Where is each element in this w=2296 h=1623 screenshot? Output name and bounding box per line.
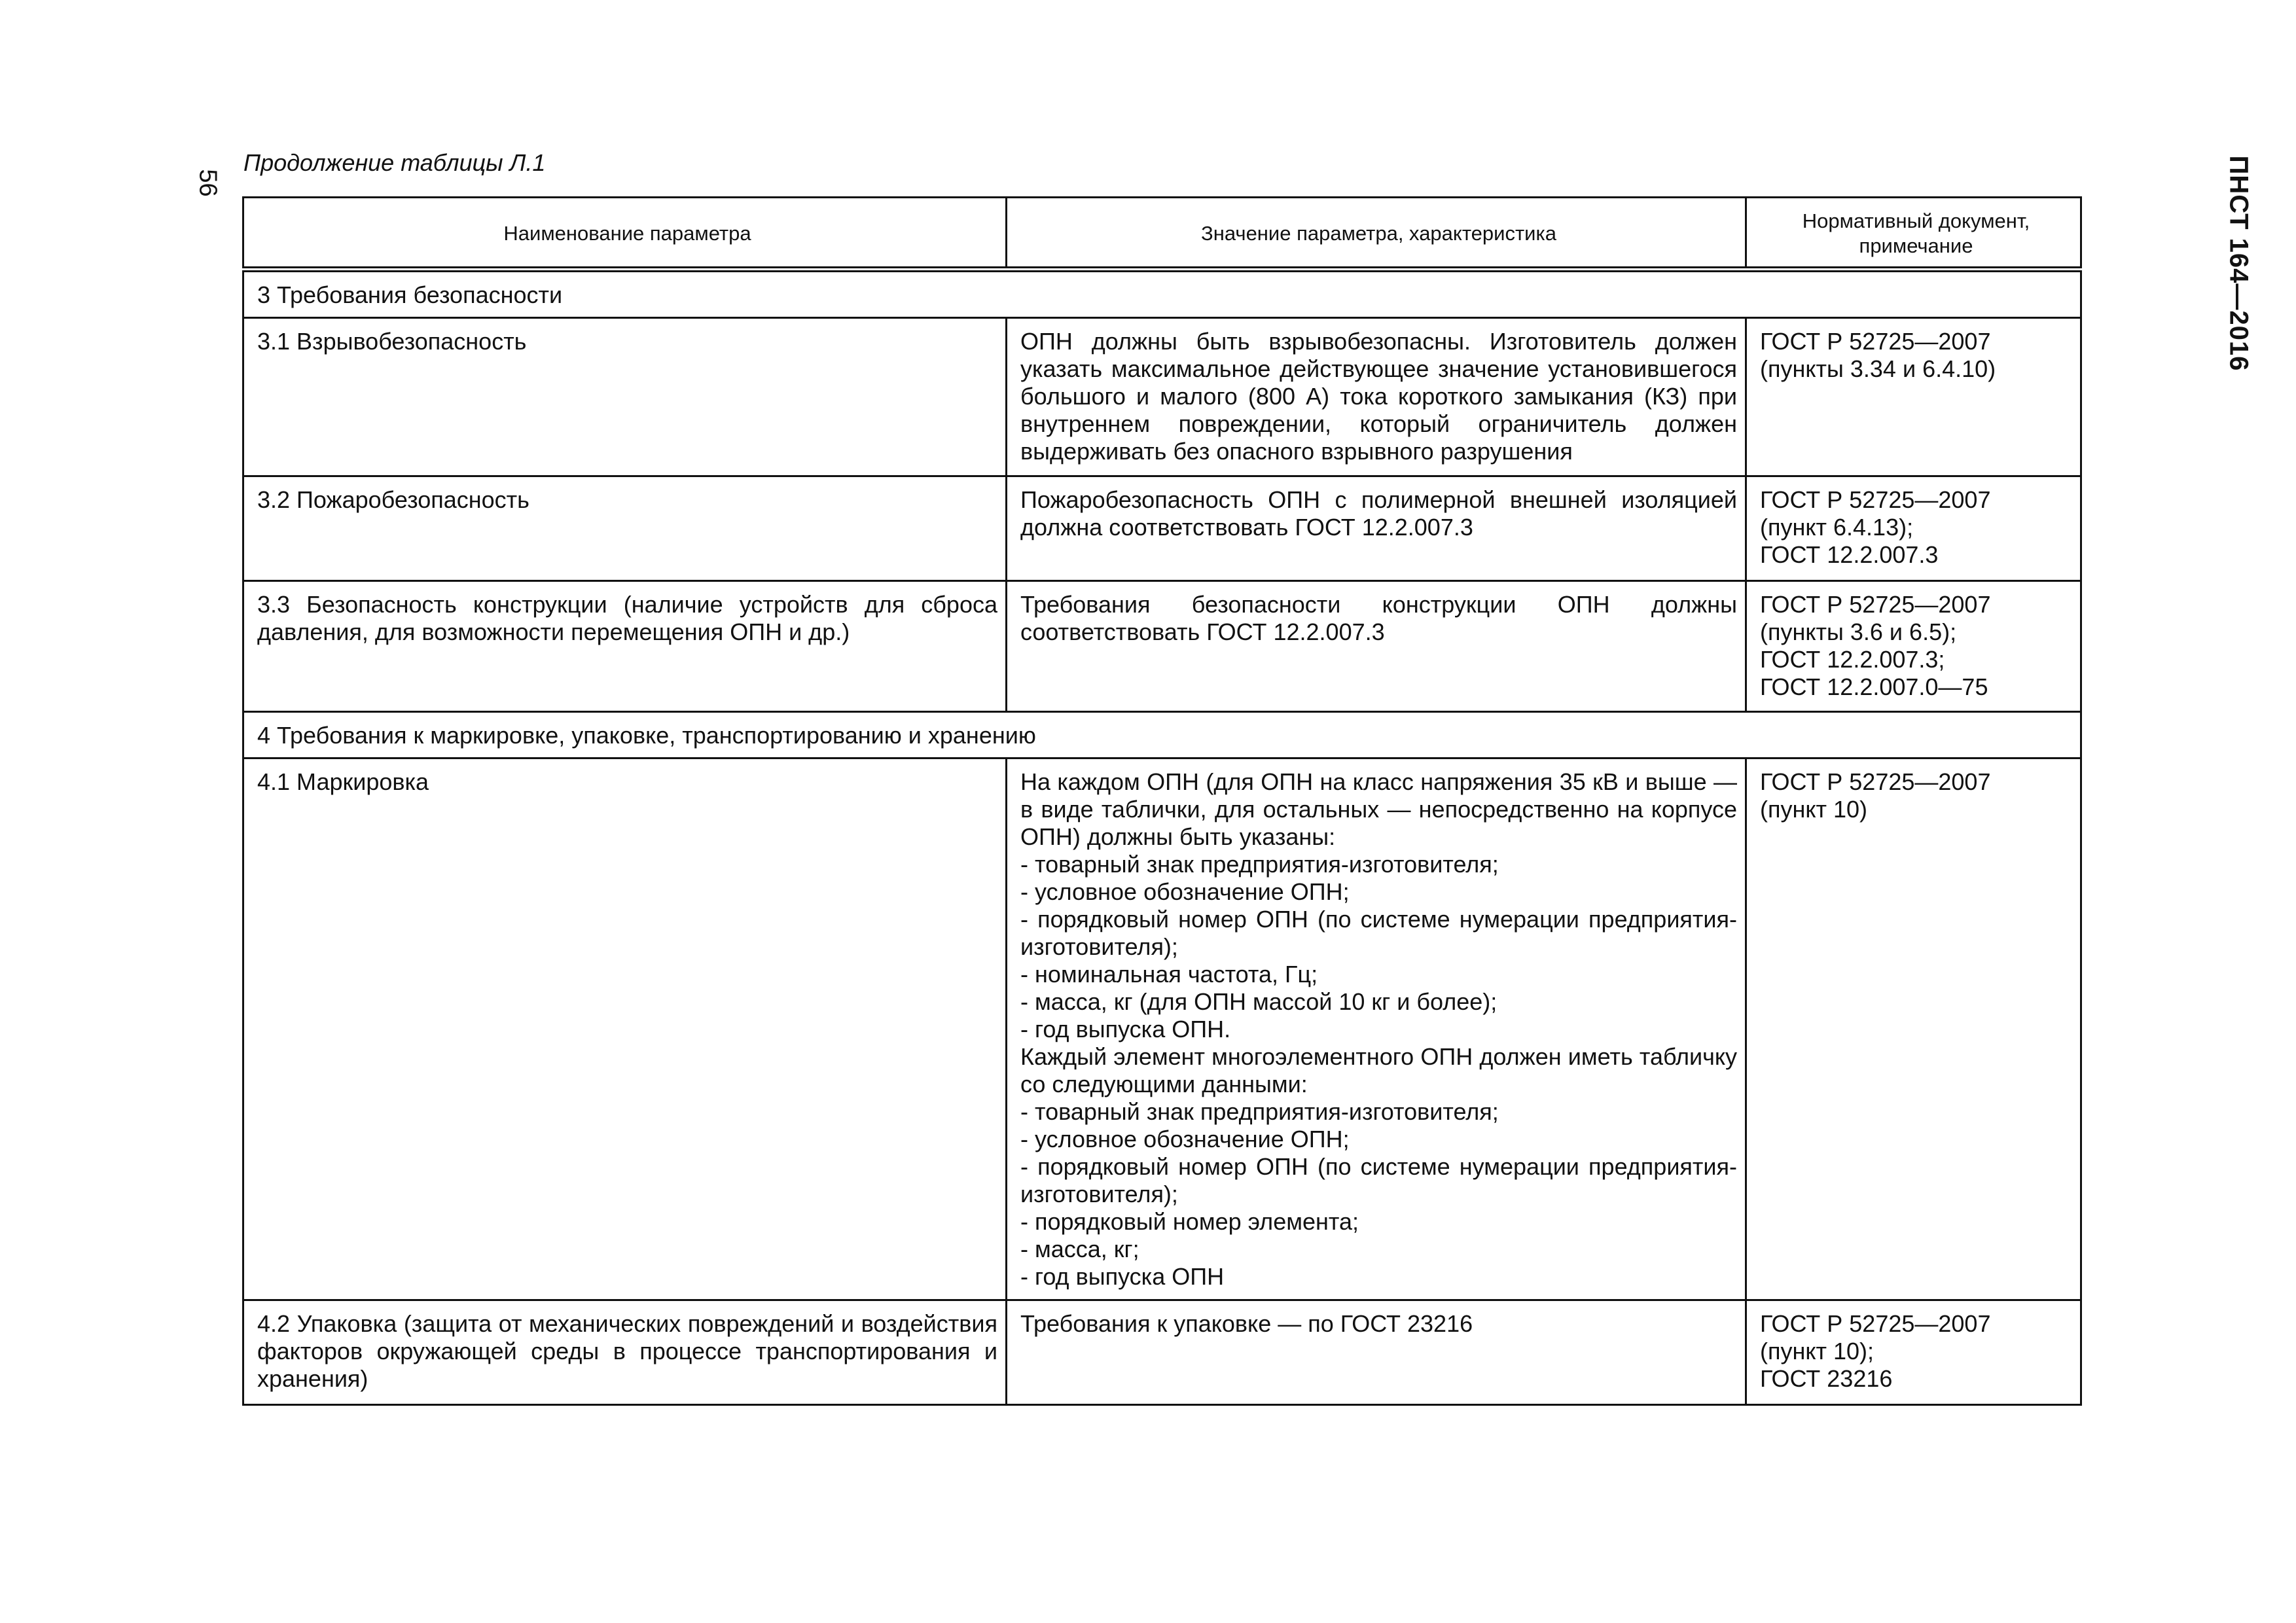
marking-list-item: - порядковый номер ОПН (по системе нумерации предприятия-изготовителя); [1020, 906, 1737, 960]
element-list-item: - порядковый номер ОПН (по системе нумерации предприятия-изготовителя); [1020, 1153, 1737, 1207]
section-title: 3 Требования безопасности [243, 270, 2081, 318]
element-list-item: - условное обозначение ОПН; [1020, 1126, 1350, 1152]
element-list-item: - товарный знак предприятия-изготовителя; [1020, 1098, 1499, 1125]
marking-list-item: - номинальная частота, Гц; [1020, 961, 1318, 988]
marking-list-item: - условное обозначение ОПН; [1020, 878, 1350, 905]
section-row [243, 712, 2081, 758]
reference-cell [1746, 1300, 2081, 1405]
table-row [243, 318, 2081, 476]
table-row [243, 1300, 2081, 1405]
reference-line: ГОСТ Р 52725—2007 [1760, 486, 1991, 513]
reference-line: (пункты 3.6 и 6.5); [1760, 618, 1957, 645]
param-cell: 4.1 Маркировка [243, 758, 1007, 1300]
param-cell: 3.3 Безопасность конструкции (наличие устройств для сброса давления, для возможности перемещения ОПН и др.) [243, 581, 1007, 712]
reference-cell [1746, 476, 2081, 581]
reference-cell [1746, 581, 2081, 712]
element-list-item: - порядковый номер элемента; [1020, 1208, 1359, 1235]
table-header-row [243, 198, 2081, 270]
marking-list-item: - год выпуска ОПН. [1020, 1016, 1231, 1043]
table-row [243, 758, 2081, 1300]
marking-element-intro: Каждый элемент многоэлементного ОПН должен иметь табличку со следующими данными: [1020, 1043, 1737, 1097]
value-cell: ОПН должны быть взрывобезопасны. Изготовитель должен указать максимальное действующее значение установившегося большого и малого (800 А) тока короткого замыкания (КЗ) при внутреннем повреждении, который ограничитель должен выдерживать без опасного взрывного разрушения [1007, 318, 1746, 476]
section-title: 4 Требования к маркировке, упаковке, транспортированию и хранению [243, 712, 2081, 758]
element-list-item: - масса, кг; [1020, 1236, 1139, 1262]
marking-list-item: - масса, кг (для ОПН массой 10 кг и более); [1020, 988, 1498, 1015]
table-row [243, 581, 2081, 712]
marking-intro: На каждом ОПН (для ОПН на класс напряжения 35 кВ и выше — в виде таблички, для остальных — непосредственно на корпусе ОПН) должны быть указаны: [1020, 768, 1737, 850]
value-cell: Пожаробезопасность ОПН с полимерной внешней изоляцией должна соответствовать ГОСТ 12.2.007.3 [1007, 476, 1746, 581]
param-cell: 3.1 Взрывобезопасность [243, 318, 1007, 476]
document-code: ПНСТ 164—2016 [2224, 155, 2253, 372]
requirements-table [242, 196, 2082, 1406]
reference-cell [1746, 758, 2081, 1300]
reference-line: ГОСТ 23216 [1760, 1365, 1893, 1392]
reference-line: (пункты 3.34 и 6.4.10) [1760, 355, 1996, 382]
reference-line: ГОСТ Р 52725—2007 [1760, 328, 1991, 355]
reference-line: ГОСТ Р 52725—2007 [1760, 591, 1991, 618]
param-cell: 3.2 Пожаробезопасность [243, 476, 1007, 581]
reference-line: ГОСТ 12.2.007.0—75 [1760, 673, 1988, 700]
value-cell [1007, 758, 1746, 1300]
header-param: Наименование параметра [243, 198, 1007, 270]
reference-line: ГОСТ Р 52725—2007 [1760, 768, 1991, 795]
reference-line: (пункт 6.4.13); [1760, 514, 1914, 541]
param-cell: 4.2 Упаковка (защита от механических повреждений и воздействия факторов окружающей среды в процессе транспортирования и хранения) [243, 1300, 1007, 1405]
table-caption: Продолжение таблицы Л.1 [243, 149, 546, 176]
header-note [1746, 198, 2081, 270]
value-cell: Требования безопасности конструкции ОПН должны соответствовать ГОСТ 12.2.007.3 [1007, 581, 1746, 712]
reference-line: (пункт 10) [1760, 796, 1868, 823]
table-row [243, 476, 2081, 581]
page-number: 56 [194, 169, 222, 197]
reference-line: ГОСТ 12.2.007.3; [1760, 646, 1945, 673]
section-row [243, 270, 2081, 318]
value-cell: Требования к упаковке — по ГОСТ 23216 [1007, 1300, 1746, 1405]
reference-line: ГОСТ 12.2.007.3 [1760, 541, 1939, 568]
header-note-line: примечание [1859, 234, 1973, 257]
reference-line: (пункт 10); [1760, 1338, 1874, 1364]
reference-cell [1746, 318, 2081, 476]
header-value: Значение параметра, характеристика [1007, 198, 1746, 270]
reference-line: ГОСТ Р 52725—2007 [1760, 1310, 1991, 1337]
marking-list-item: - товарный знак предприятия-изготовителя; [1020, 851, 1499, 878]
element-list-item: - год выпуска ОПН [1020, 1263, 1225, 1290]
header-note-line: Нормативный документ, [1802, 209, 2030, 232]
